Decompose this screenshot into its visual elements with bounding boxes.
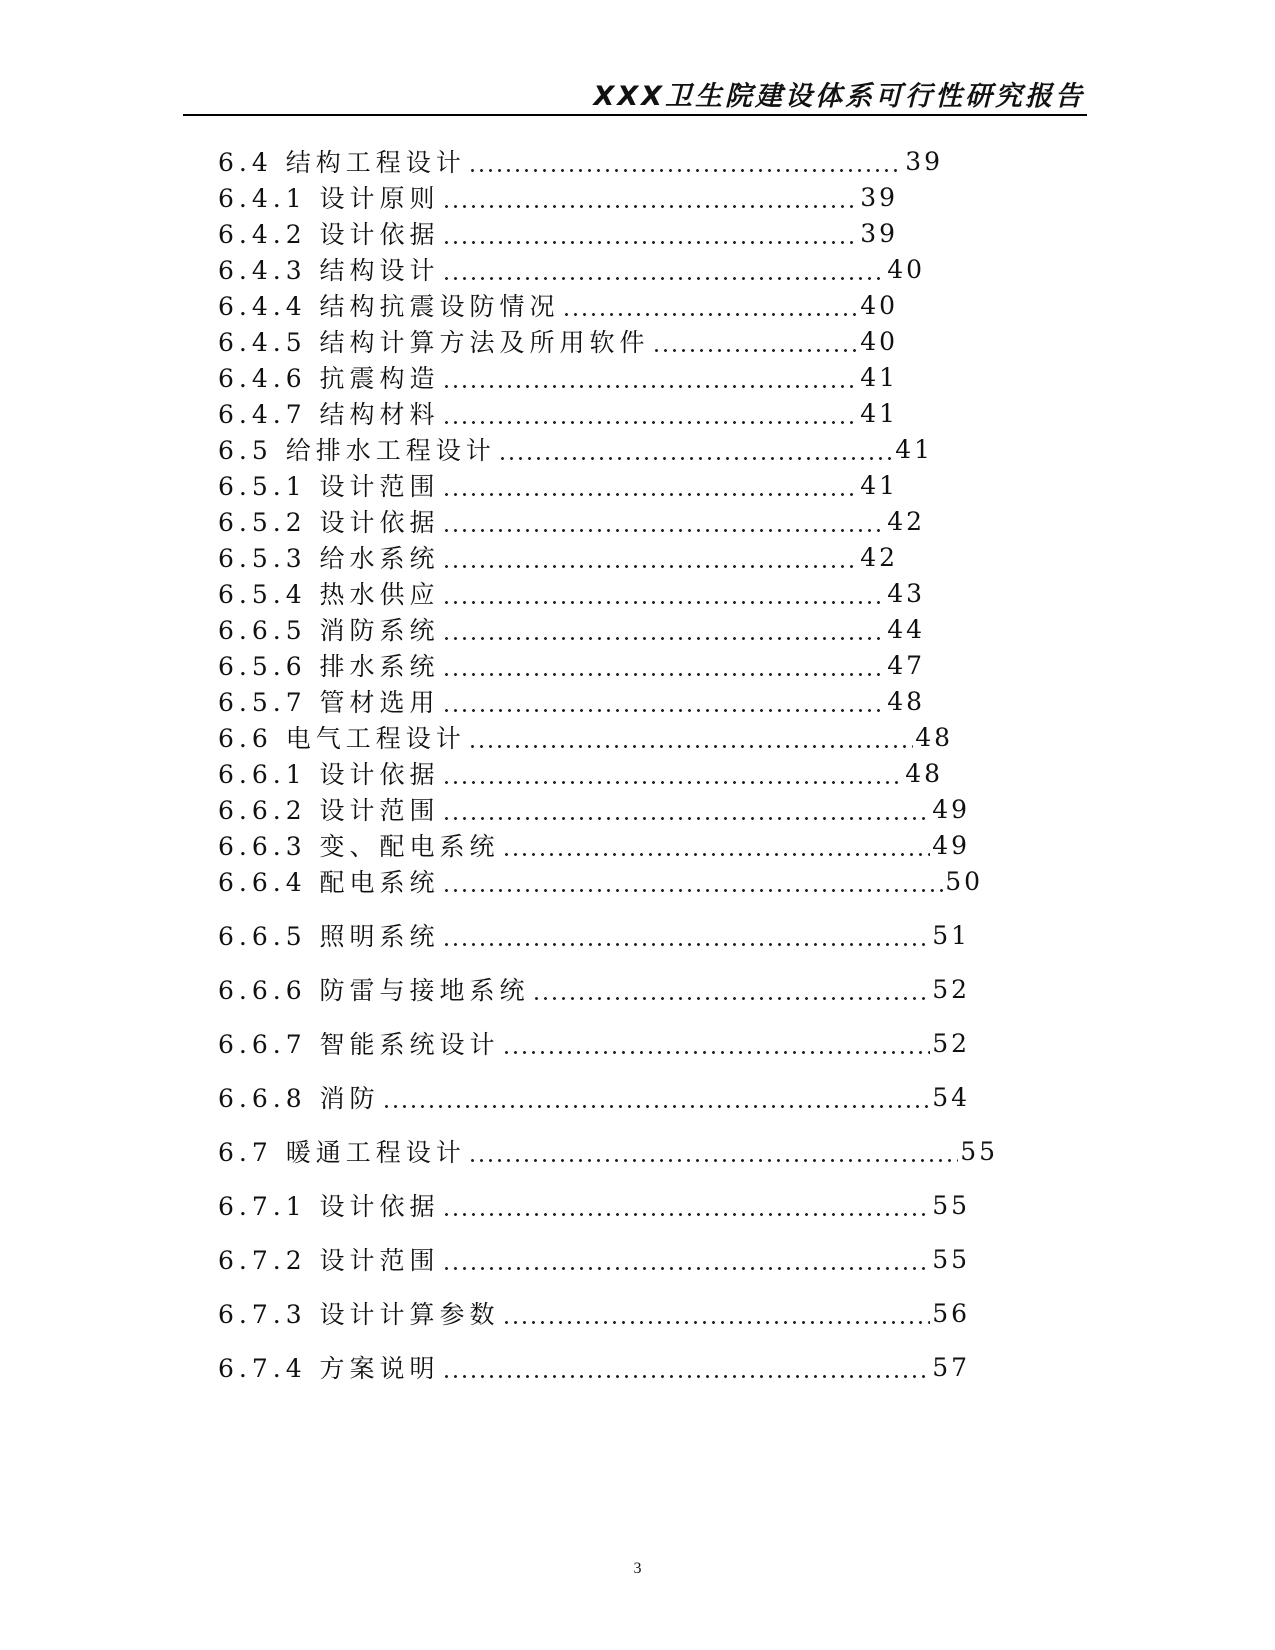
toc-entry-page: 47: [887, 650, 925, 680]
toc-dot-leader: [442, 611, 886, 647]
toc-entry[interactable]: [218, 1241, 970, 1277]
toc-entry[interactable]: [218, 611, 925, 647]
toc-entry[interactable]: [218, 1187, 970, 1223]
toc-dot-leader: [652, 323, 859, 359]
toc-dot-leader: [442, 1241, 931, 1277]
toc-dot-leader: [442, 179, 859, 215]
toc-entry[interactable]: [218, 359, 898, 395]
toc-entry-label: 6.6.4 配电系统: [218, 868, 440, 897]
toc-entry-label: 6.4.7 结构材料: [218, 400, 440, 429]
toc-entry-page: 57: [932, 1352, 970, 1382]
toc-entry-page: 39: [905, 146, 943, 176]
toc-entry-page: 41: [895, 434, 933, 464]
toc-entry-label: 6.6.7 智能系统设计: [218, 1030, 500, 1059]
toc-entry-label: 6.5.2 设计依据: [218, 508, 440, 537]
toc-entry-page: 39: [860, 182, 898, 212]
toc-entry[interactable]: [218, 827, 970, 863]
toc-entry-page: 40: [860, 326, 898, 356]
toc-entry-page: 52: [932, 974, 970, 1004]
toc-entry-page: 48: [905, 758, 943, 788]
toc-entry-page: 42: [860, 542, 898, 572]
toc-entry-label: 6.5.3 给水系统: [218, 544, 440, 573]
toc-entry-label: 6.5.7 管材选用: [218, 688, 440, 717]
toc-entry-page: 41: [860, 398, 898, 428]
toc-dot-leader: [442, 215, 859, 251]
toc-entry[interactable]: [218, 323, 898, 359]
toc-entry-page: 55: [960, 1136, 998, 1166]
toc-dot-leader: [442, 917, 931, 953]
toc-entry-label: 6.6.3 变、配电系统: [218, 832, 500, 861]
toc-entry-page: 40: [860, 290, 898, 320]
toc-entry-page: 55: [932, 1244, 970, 1274]
toc-dot-leader: [502, 1295, 931, 1331]
toc-entry-label: 6.5.1 设计范围: [218, 472, 440, 501]
toc-entry-label: 6.4.5 结构计算方法及所用软件: [218, 328, 650, 357]
toc-entry-label: 6.5.4 热水供应: [218, 580, 440, 609]
toc-dot-leader: [442, 539, 859, 575]
toc-entry[interactable]: [218, 791, 970, 827]
toc-dot-leader: [442, 791, 931, 827]
toc-entry[interactable]: [218, 1295, 970, 1331]
toc-entry-page: 40: [887, 254, 925, 284]
toc-entry-label: 6.7.3 设计计算参数: [218, 1300, 500, 1329]
toc-entry-label: 6.6 电气工程设计: [218, 724, 466, 753]
toc-dot-leader: [382, 1079, 931, 1115]
toc-entry-label: 6.6.6 防雷与接地系统: [218, 976, 530, 1005]
page-number: 3: [633, 1560, 642, 1577]
toc-dot-leader: [468, 719, 913, 755]
toc-dot-leader: [468, 143, 903, 179]
toc-entry-page: 42: [887, 506, 925, 536]
toc-entry-page: 50: [945, 866, 983, 896]
toc-entry-page: 41: [860, 362, 898, 392]
toc-entry-page: 49: [932, 794, 970, 824]
toc-dot-leader: [442, 503, 886, 539]
toc-entry[interactable]: [218, 683, 925, 719]
toc-entry-label: 6.6.5 消防系统: [218, 616, 440, 645]
toc-entry[interactable]: [218, 917, 970, 953]
toc-entry[interactable]: [218, 719, 953, 755]
toc-entry[interactable]: [218, 647, 925, 683]
toc-entry-label: 6.7 暖通工程设计: [218, 1138, 466, 1167]
toc-dot-leader: [442, 467, 859, 503]
toc-dot-leader: [442, 863, 944, 899]
toc-dot-leader: [442, 683, 886, 719]
toc-dot-leader: [498, 431, 893, 467]
toc-entry-page: 43: [887, 578, 925, 608]
toc-dot-leader: [442, 359, 859, 395]
toc-dot-leader: [442, 575, 886, 611]
toc-dot-leader: [442, 251, 886, 287]
toc-entry-label: 6.7.2 设计范围: [218, 1246, 440, 1275]
toc-entry-page: 54: [932, 1082, 970, 1112]
toc-dot-leader: [502, 1025, 931, 1061]
toc-entry[interactable]: [218, 179, 898, 215]
toc-entry-label: 6.6.2 设计范围: [218, 796, 440, 825]
toc-entry[interactable]: [218, 1079, 970, 1115]
toc-dot-leader: [442, 1349, 931, 1385]
toc-entry-label: 6.4.1 设计原则: [218, 184, 440, 213]
toc-entry-page: 39: [860, 218, 898, 248]
toc-entry-label: 6.6.5 照明系统: [218, 922, 440, 951]
toc-entry[interactable]: [218, 287, 898, 323]
toc-entry-label: 6.4.4 结构抗震设防情况: [218, 292, 560, 321]
toc-entry[interactable]: [218, 503, 925, 539]
toc-dot-leader: [442, 395, 859, 431]
toc-entry-label: 6.7.4 方案说明: [218, 1354, 440, 1383]
toc-entry-label: 6.5.6 排水系统: [218, 652, 440, 681]
toc-entry-label: 6.4.6 抗震构造: [218, 364, 440, 393]
toc-entry-label: 6.6.1 设计依据: [218, 760, 440, 789]
toc-entry[interactable]: [218, 467, 898, 503]
toc-entry-label: 6.4.2 设计依据: [218, 220, 440, 249]
toc-entry-page: 51: [932, 920, 970, 950]
report-title: XXX卫生院建设体系可行性研究报告: [593, 81, 1085, 112]
toc-dot-leader: [442, 1187, 931, 1223]
toc-entry[interactable]: [218, 1025, 970, 1061]
toc-entry-page: 55: [932, 1190, 970, 1220]
toc-entry-page: 48: [887, 686, 925, 716]
toc-entry-page: 49: [932, 830, 970, 860]
toc-entry[interactable]: [218, 215, 898, 251]
toc-entry[interactable]: [218, 863, 983, 899]
toc-entry[interactable]: [218, 395, 898, 431]
toc-entry[interactable]: [218, 971, 970, 1007]
toc-entry-page: 48: [915, 722, 953, 752]
toc-entry-label: 6.4.3 结构设计: [218, 256, 440, 285]
toc-entry-page: 44: [887, 614, 925, 644]
toc-entry[interactable]: [218, 539, 898, 575]
toc-entry-page: 41: [860, 470, 898, 500]
toc-entry-label: 6.4 结构工程设计: [218, 148, 466, 177]
toc-dot-leader: [468, 1133, 958, 1169]
toc-entry[interactable]: [218, 1133, 998, 1169]
toc-entry[interactable]: [218, 755, 943, 791]
toc-dot-leader: [442, 755, 904, 791]
toc-entry[interactable]: [218, 251, 925, 287]
toc-entry-page: 56: [932, 1298, 970, 1328]
header-rule: [183, 114, 1087, 116]
toc-entry[interactable]: [218, 143, 943, 179]
toc-entry-label: 6.7.1 设计依据: [218, 1192, 440, 1221]
toc-dot-leader: [442, 647, 886, 683]
toc-entry-label: 6.5 给排水工程设计: [218, 436, 496, 465]
toc-entry-label: 6.6.8 消防: [218, 1084, 380, 1113]
toc-dot-leader: [562, 287, 859, 323]
toc-dot-leader: [532, 971, 931, 1007]
toc-dot-leader: [502, 827, 931, 863]
toc-entry[interactable]: [218, 1349, 970, 1385]
toc-entry[interactable]: [218, 431, 933, 467]
toc-entry-page: 52: [932, 1028, 970, 1058]
toc-entry[interactable]: [218, 575, 925, 611]
